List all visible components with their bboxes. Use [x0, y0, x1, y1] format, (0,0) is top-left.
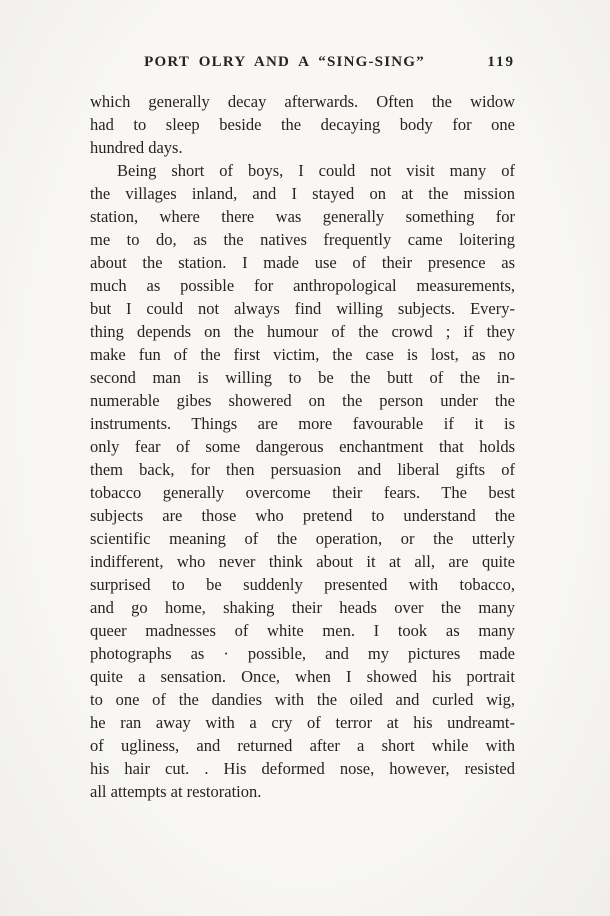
text-line: hundred days.	[90, 138, 183, 157]
text-line: photographs as · possible, and my pictures made	[90, 644, 515, 663]
text-line: second man is willing to be the butt of the in-	[90, 368, 515, 387]
text-line: about the station. I made use of their presence as	[90, 253, 515, 272]
text-line: he ran away with a cry of terror at his undreamt-	[90, 713, 515, 732]
running-header	[90, 54, 515, 74]
text-line: Being short of boys, I could not visit many of	[117, 161, 515, 180]
text-line: indifferent, who never think about it at all, are quite	[90, 552, 515, 571]
text-line: which generally decay afterwards. Often the widow	[90, 92, 515, 111]
text-line: had to sleep beside the decaying body for one	[90, 115, 515, 134]
text-line: them back, for then persuasion and liberal gifts of	[90, 460, 515, 479]
text-line: surprised to be suddenly presented with tobacco,	[90, 575, 515, 594]
text-line: the villages inland, and I stayed on at the mission	[90, 184, 515, 203]
body-text	[90, 90, 515, 803]
text-line: but I could not always find willing subjects. Every-	[90, 299, 515, 318]
page-number: 119	[487, 54, 515, 70]
text-line: thing depends on the humour of the crowd ; if they	[90, 322, 515, 341]
text-line: station, where there was generally something for	[90, 207, 515, 226]
text-line: scientific meaning of the operation, or the utterly	[90, 529, 515, 548]
text-line: of ugliness, and returned after a short while with	[90, 736, 515, 755]
text-line: to one of the dandies with the oiled and curled wig,	[90, 690, 515, 709]
text-line: quite a sensation. Once, when I showed his portrait	[90, 667, 515, 686]
text-line: tobacco generally overcome their fears. The best	[90, 483, 515, 502]
text-line: queer madnesses of white men. I took as many	[90, 621, 515, 640]
text-line: his hair cut. . His deformed nose, however, resisted	[90, 759, 515, 778]
text-line: only fear of some dangerous enchantment that holds	[90, 437, 515, 456]
text-line: me to do, as the natives frequently came loitering	[90, 230, 515, 249]
text-line: all attempts at restoration.	[90, 782, 262, 801]
text-line: instruments. Things are more favourable if it is	[90, 414, 515, 433]
text-line: make fun of the first victim, the case is lost, as no	[90, 345, 515, 364]
text-line: subjects are those who pretend to understand the	[90, 506, 515, 525]
text-line: much as possible for anthropological measurements,	[90, 276, 515, 295]
chapter-title: PORT OLRY AND A “SING-SING”	[144, 54, 425, 70]
text-line: and go home, shaking their heads over the many	[90, 598, 515, 617]
text-line: numerable gibes showered on the person under the	[90, 391, 515, 410]
